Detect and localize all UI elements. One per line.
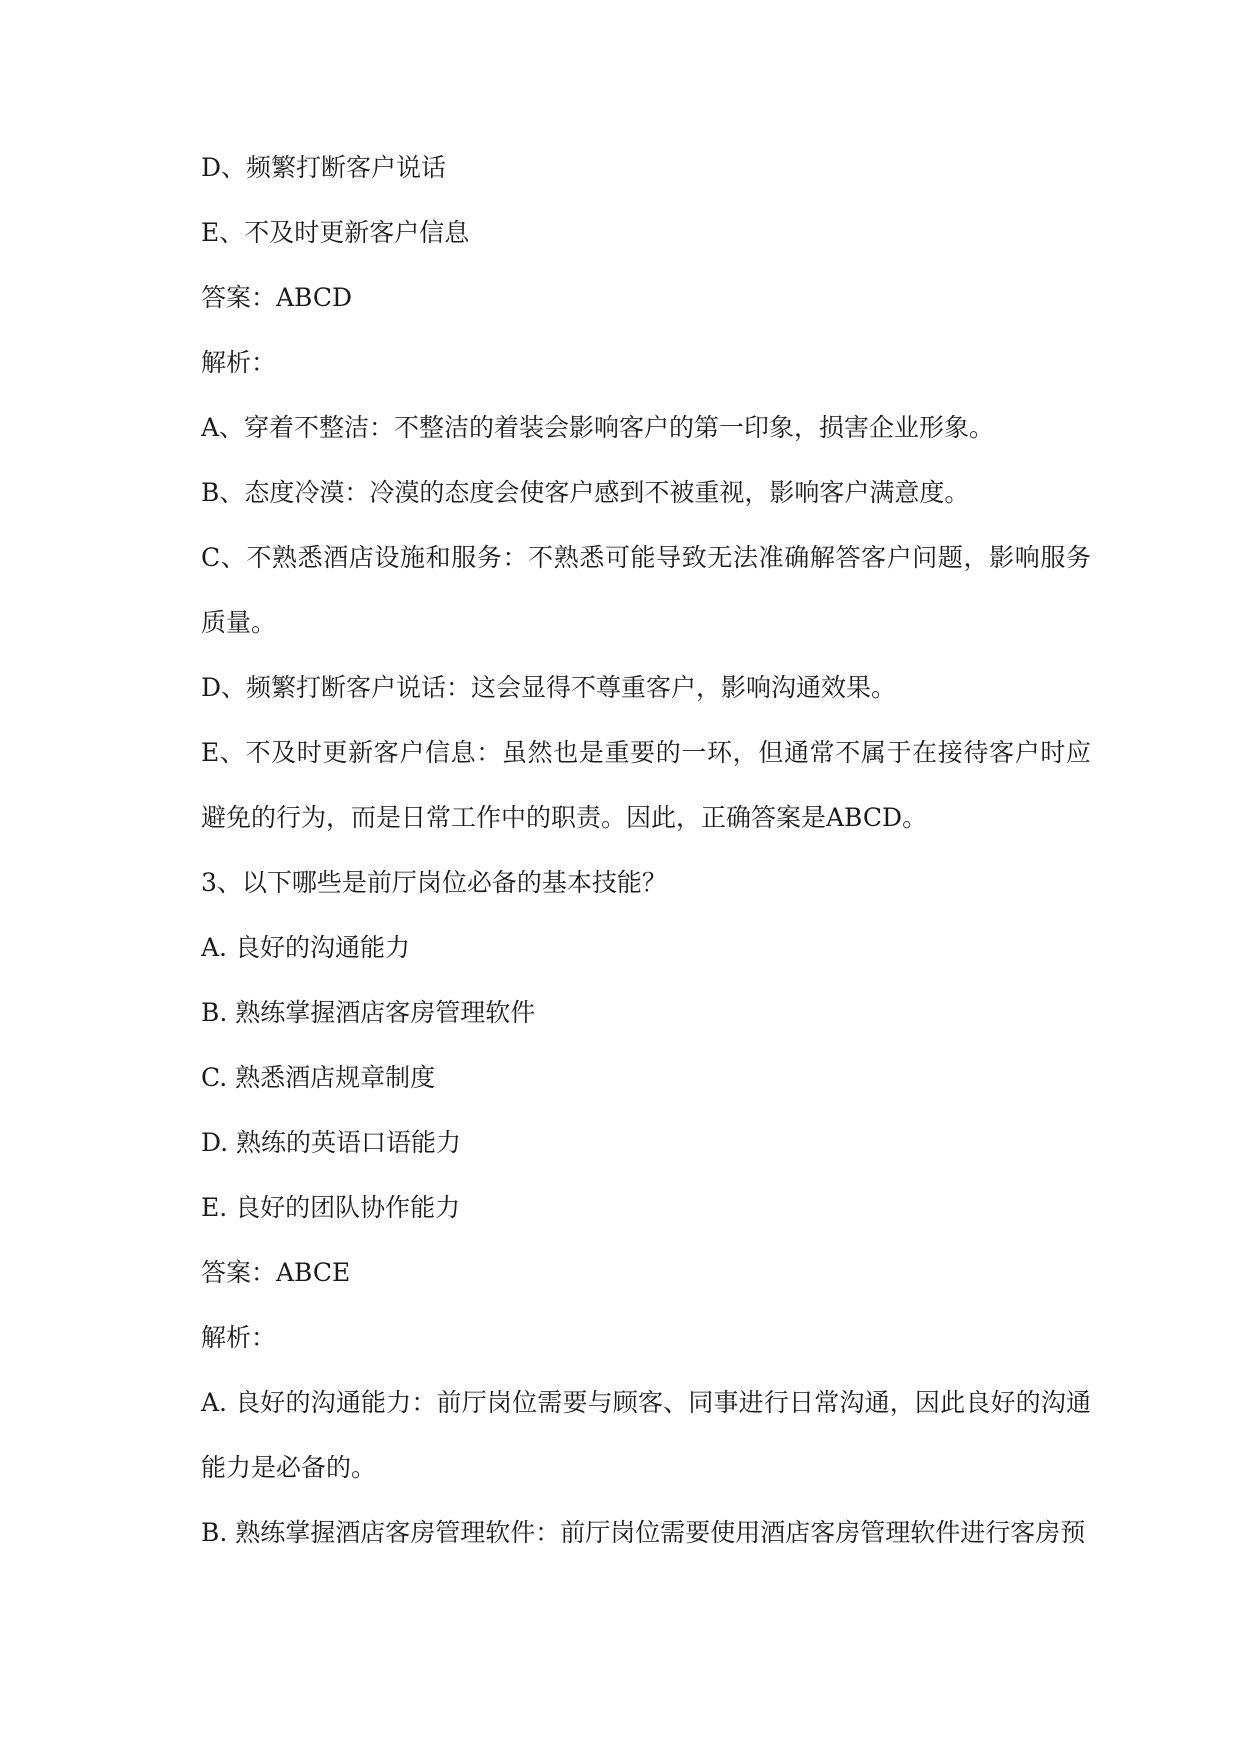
- q3-analysis-heading: 解析：: [201, 1323, 277, 1352]
- analysis-d: D、频繁打断客户说话：这会显得不尊重客户，影响沟通效果。: [201, 673, 897, 702]
- q3-analysis-a: A. 良好的沟通能力：前厅岗位需要与顾客、同事进行日常沟通，因此良好的沟通能力是必备的。: [201, 1388, 1091, 1482]
- analysis-b: B、态度冷漠：冷漠的态度会使客户感到不被重视，影响客户满意度。: [201, 478, 970, 507]
- analysis-e: E、不及时更新客户信息：虽然也是重要的一环，但通常不属于在接待客户时应避免的行为，而是日常工作中的职责。因此，正确答案是ABCD。: [201, 738, 1091, 832]
- question-3: 3、以下哪些是前厅岗位必备的基本技能？: [201, 868, 667, 897]
- analysis-a: A、穿着不整洁：不整洁的着装会影响客户的第一印象，损害企业形象。: [201, 413, 995, 442]
- q3-option-a: A. 良好的沟通能力: [201, 933, 410, 962]
- q3-option-d: D. 熟练的英语口语能力: [201, 1128, 462, 1157]
- q3-answer: 答案：ABCE: [201, 1258, 351, 1287]
- q3-analysis-b: B. 熟练掌握酒店客房管理软件：前厅岗位需要使用酒店客房管理软件进行客房预: [201, 1518, 1086, 1547]
- q3-option-c: C. 熟悉酒店规章制度: [201, 1063, 436, 1092]
- analysis-heading: 解析：: [201, 348, 277, 377]
- analysis-c: C、不熟悉酒店设施和服务：不熟悉可能导致无法准确解答客户问题，影响服务质量。: [201, 543, 1091, 637]
- option-d-text: D、频繁打断客户说话: [201, 153, 447, 182]
- option-e-text: E、不及时更新客户信息: [201, 218, 470, 247]
- q3-option-e: E. 良好的团队协作能力: [201, 1193, 461, 1222]
- document-body: [151, 135, 1091, 1565]
- q3-option-b: B. 熟练掌握酒店客房管理软件: [201, 998, 536, 1027]
- answer-text: 答案：ABCD: [201, 283, 353, 312]
